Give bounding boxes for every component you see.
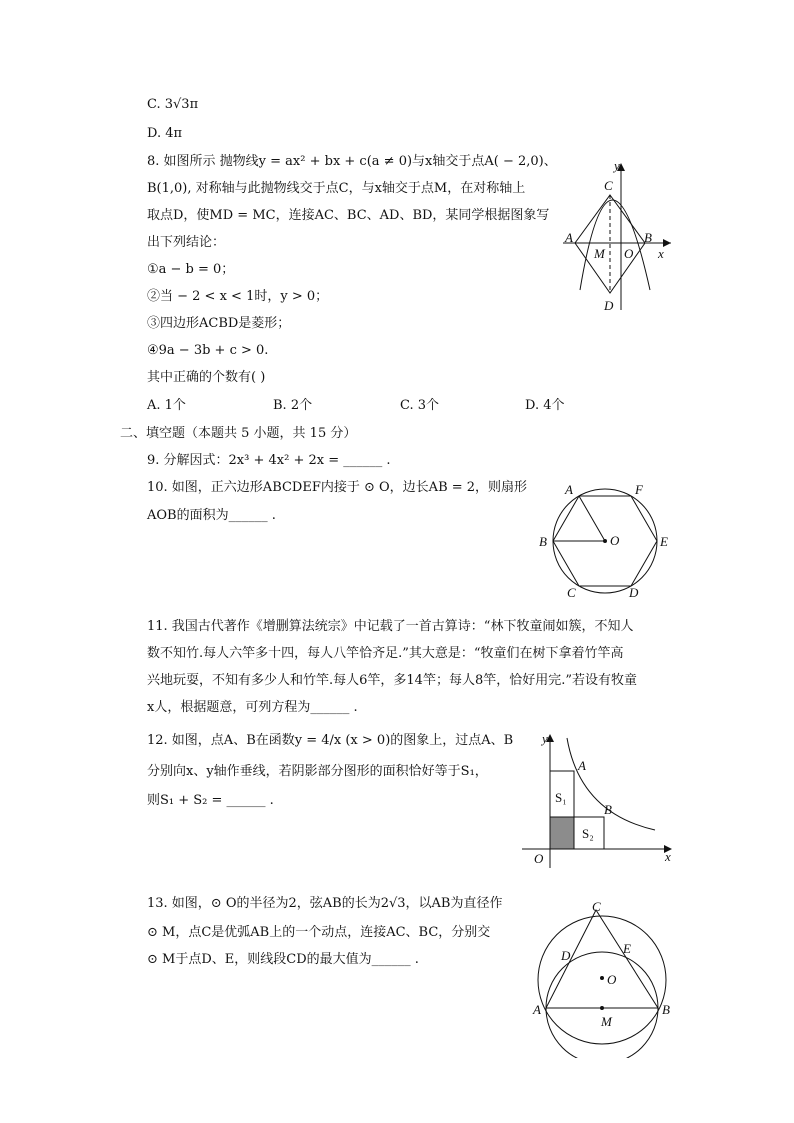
q13-label-e: E xyxy=(623,941,631,956)
q8-label-d: D xyxy=(604,298,614,313)
q8-conclusion-1: ①a − b = 0； xyxy=(147,262,235,277)
q10-label-c: C xyxy=(567,585,576,600)
q13-line-3: ⊙ M于点D、E，则线段CD的最大值为______ . xyxy=(147,952,419,967)
q9-text: 9. 分解因式：2x³ + 4x² + 2x = ______ . xyxy=(147,453,391,468)
q10-label-o: O xyxy=(610,533,620,548)
q10-label-f: F xyxy=(635,482,643,497)
q13-label-m: M xyxy=(601,1014,612,1029)
q8-line-1: 8. 如图所示 抛物线y = ax² + bx + c(a ≠ 0)与x轴交于点A( − 2,0)、 xyxy=(147,154,557,169)
q8-label-b: B xyxy=(644,230,652,245)
q8-option-d: D. 4个 xyxy=(525,398,565,413)
q13-label-b: B xyxy=(662,1002,670,1017)
parabola-rhombus-figure xyxy=(555,155,680,315)
q10-label-b: B xyxy=(539,534,547,549)
q8-option-a: A. 1个 xyxy=(147,398,186,413)
q13-label-o: O xyxy=(607,972,617,987)
q8-question: 其中正确的个数有( ) xyxy=(147,370,266,385)
q7-option-d: D. 4π xyxy=(147,126,183,141)
q8-label-a: A xyxy=(565,230,573,245)
q12-line-3: 则S₁ + S₂ = ______ . xyxy=(147,793,274,808)
q13-label-c: C xyxy=(592,899,601,914)
q12-label-b: B xyxy=(604,802,612,817)
q10-line-1: 10. 如图，正六边形ABCDEF内接于 ⊙ O，边长AB = 2，则扇形 xyxy=(147,480,528,495)
q8-line-4: 出下列结论： xyxy=(147,235,226,250)
q10-label-e: E xyxy=(660,534,668,549)
two-circles-figure xyxy=(525,898,680,1058)
q8-line-2: B(1,0), 对称轴与此抛物线交于点C，与x轴交于点M，在对称轴上 xyxy=(147,181,526,196)
q13-label-a: A xyxy=(533,1002,541,1017)
q8-conclusion-2: ②当 − 2 < x < 1时，y > 0； xyxy=(147,289,329,304)
q10-label-d: D xyxy=(629,585,639,600)
q11-line-2: 数不知竹.每人六竿多十四，每人八竿恰齐足.”其大意是：“牧童们在树下拿着竹竿高 xyxy=(147,646,624,661)
q8-line-3: 取点D，使MD = MC，连接AC、BC、AD、BD，某同学根据图象写 xyxy=(147,208,550,223)
q8-option-c: C. 3个 xyxy=(400,398,440,413)
q11-line-4: x人，根据题意，可列方程为______ . xyxy=(147,700,358,715)
q12-label-s1: S₁ xyxy=(555,790,567,805)
q8-label-y: y xyxy=(614,158,620,173)
q12-label-x: x xyxy=(665,849,671,864)
q8-conclusion-3: ③四边形ACBD是菱形； xyxy=(147,316,291,331)
q8-label-m: M xyxy=(594,246,605,261)
q8-label-c: C xyxy=(604,178,613,193)
q8-conclusion-4: ④9a − 3b + c > 0. xyxy=(147,343,269,358)
q11-line-1: 11. 我国古代著作《增删算法统宗》中记载了一首古算诗：“林下牧童闹如簇，不知人 xyxy=(147,619,634,634)
q11-line-3: 兴地玩耍，不知有多少人和竹竿.每人6竿，多14竿；每人8竿，恰好用完.”若设有牧童 xyxy=(147,673,637,688)
q7-option-c: C. 3√3π xyxy=(147,97,199,112)
q8-option-b: B. 2个 xyxy=(273,398,313,413)
q12-line-1: 12. 如图，点A、B在函数y = 4/x (x > 0)的图象上，过点A、B xyxy=(147,733,514,748)
q13-line-2: ⊙ M，点C是优弧AB上的一个动点，连接AC、BC，分别交 xyxy=(147,925,491,940)
q10-label-a: A xyxy=(565,482,573,497)
q12-label-y: y xyxy=(542,731,548,746)
q12-label-s2: S₂ xyxy=(582,826,594,841)
q10-line-2: AOB的面积为______ . xyxy=(147,508,276,523)
hyperbola-area-figure xyxy=(520,728,680,870)
q8-label-x: x xyxy=(658,246,664,261)
q13-line-1: 13. 如图，⊙ O的半径为2，弦AB的长为2√3，以AB为直径作 xyxy=(147,896,503,911)
q13-label-d: D xyxy=(561,948,571,963)
q12-line-2: 分别向x、y轴作垂线，若阴影部分图形的面积恰好等于S₁， xyxy=(147,764,488,779)
q12-label-o: O xyxy=(534,851,544,866)
hexagon-circle-figure xyxy=(535,482,675,600)
q12-label-a: A xyxy=(578,758,586,773)
q8-label-o: O xyxy=(624,246,634,261)
section-2-heading: 二、填空题（本题共 5 小题，共 15 分） xyxy=(120,426,357,441)
